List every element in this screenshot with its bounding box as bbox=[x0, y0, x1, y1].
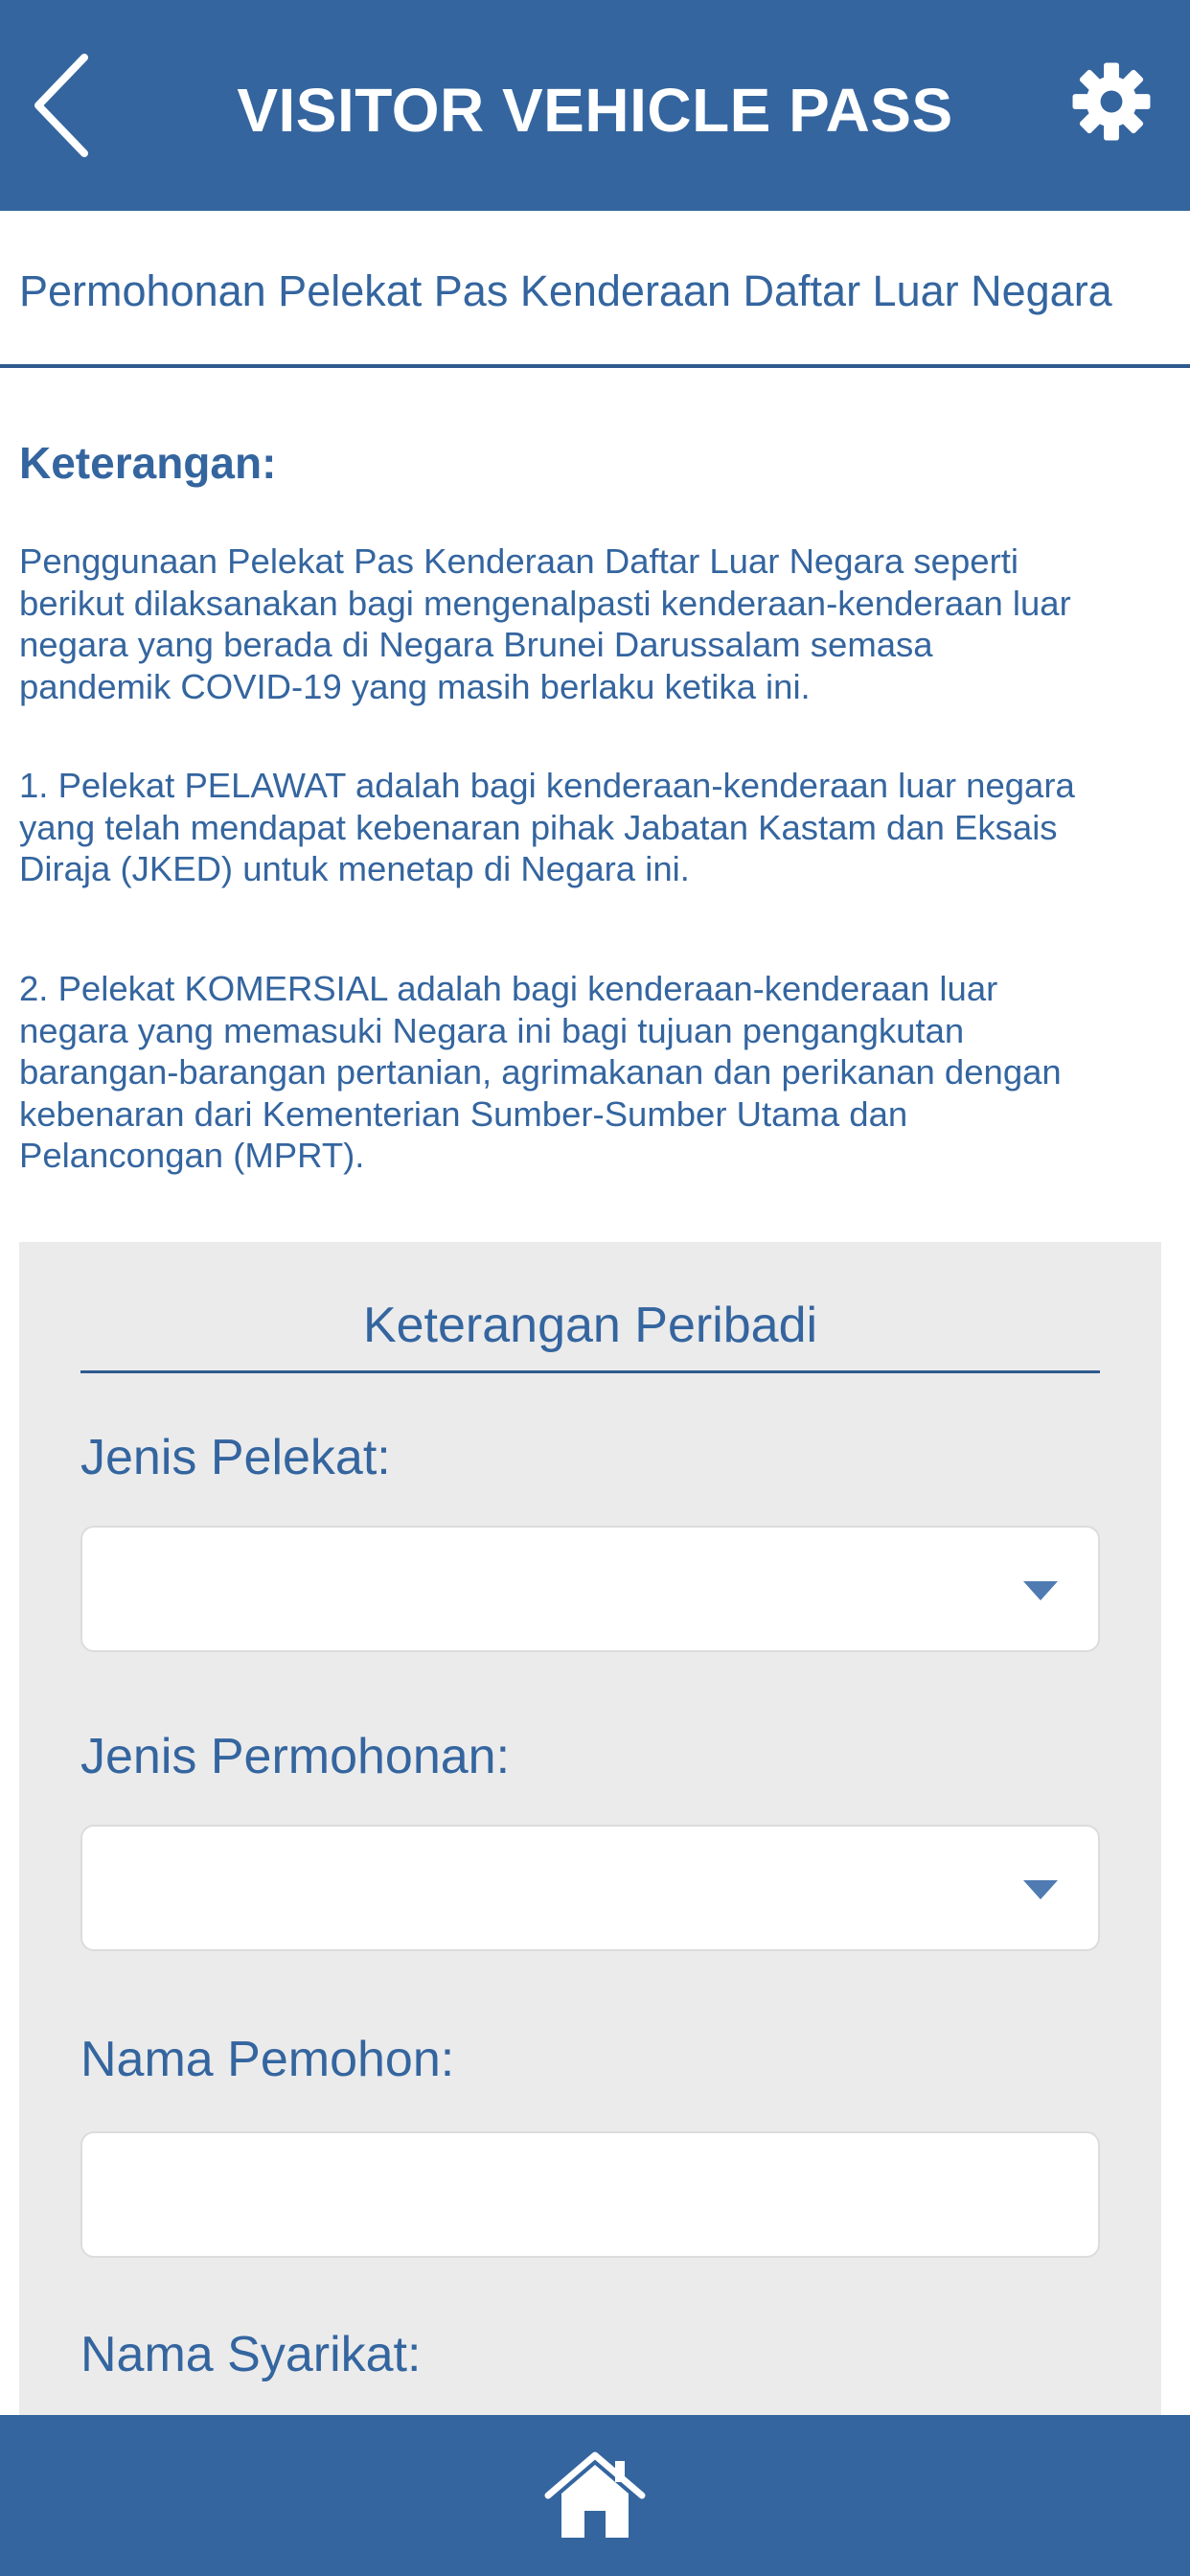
sticker-type-dropdown[interactable] bbox=[80, 1526, 1100, 1652]
top-app-bar bbox=[0, 0, 1190, 211]
info-heading: Keterangan: bbox=[19, 438, 277, 488]
sticker-type-label: Jenis Pelekat: bbox=[80, 1430, 391, 1485]
home-icon bbox=[542, 2450, 648, 2542]
applicant-name-label: Nama Pemohon: bbox=[80, 2032, 455, 2087]
gear-icon bbox=[1069, 59, 1154, 144]
info-paragraph-pelawat: 1. Pelekat PELAWAT adalah bagi kenderaan-kenderaan luar negara yang telah mendapat kebenaran pihak Jabatan Kastam dan Eksais Diraja (JKED) untuk menetap di Negara ini. bbox=[19, 766, 1075, 888]
section-title: Keterangan Peribadi bbox=[362, 1298, 818, 1353]
chevron-left-icon bbox=[21, 50, 107, 161]
info-section bbox=[19, 431, 1174, 1175]
home-button[interactable] bbox=[542, 2450, 648, 2542]
personal-details-card bbox=[19, 1242, 1161, 2415]
info-paragraph-komersial: 2. Pelekat KOMERSIAL adalah bagi kenderaan-kenderaan luar negara yang memasuki Negara ini bagi tujuan pengangkutan barangan-barangan pertanian, agrimakanan dan perikanan dengan kebenaran dari Kementerian Sumber-Sumber Utama dan Pelancongan (MPRT). bbox=[19, 969, 1062, 1175]
subtitle-bar bbox=[0, 211, 1190, 368]
page-title: VISITOR VEHICLE PASS bbox=[237, 76, 953, 145]
settings-button[interactable] bbox=[1069, 59, 1154, 144]
page-subtitle: Permohonan Pelekat Pas Kenderaan Daftar Luar Negara bbox=[19, 266, 1112, 315]
back-button[interactable] bbox=[21, 50, 107, 161]
application-type-dropdown[interactable] bbox=[80, 1825, 1100, 1951]
bottom-nav-bar bbox=[0, 2415, 1190, 2576]
info-paragraph-intro: Penggunaan Pelekat Pas Kenderaan Daftar Luar Negara seperti berikut dilaksanakan bagi mengenalpasti kenderaan-kenderaan luar negara yang berada di Negara Brunei Darussalam semasa pandemik COVID-19 yang masih berlaku ketika ini. bbox=[19, 541, 1071, 706]
application-type-label: Jenis Permohonan: bbox=[80, 1729, 511, 1784]
applicant-name-input[interactable] bbox=[80, 2131, 1100, 2258]
section-divider bbox=[80, 1370, 1100, 1373]
caret-down-icon bbox=[1023, 1581, 1058, 1600]
company-name-label: Nama Syarikat: bbox=[80, 2327, 422, 2382]
caret-down-icon bbox=[1023, 1880, 1058, 1899]
